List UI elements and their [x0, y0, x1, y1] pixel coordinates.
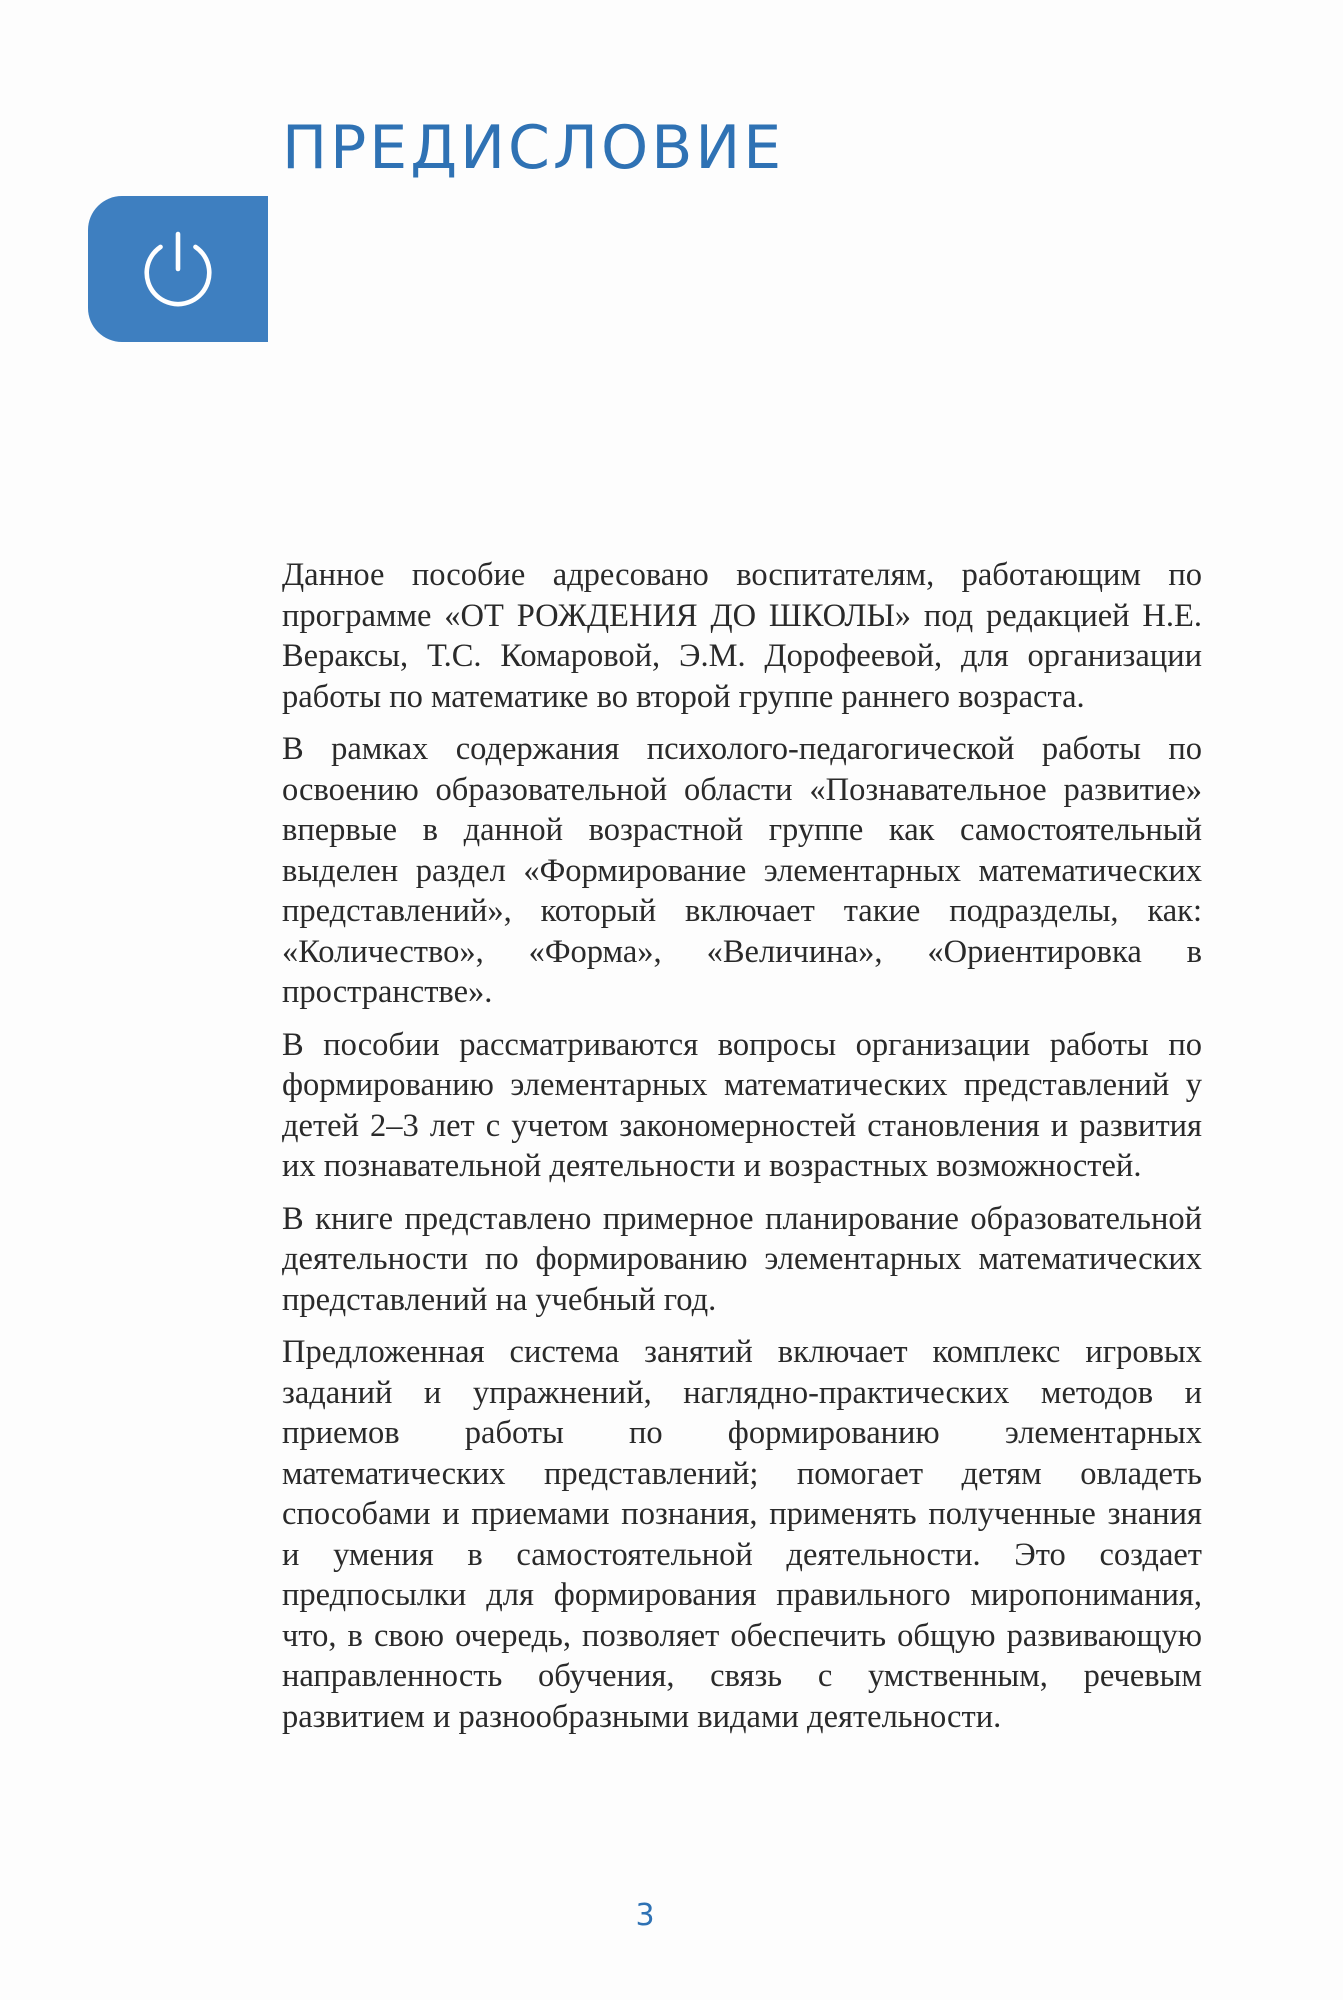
chapter-badge: [88, 196, 268, 342]
power-icon: [132, 223, 224, 315]
body-text: [282, 555, 1202, 1749]
paragraph-3: В пособии рассматриваются вопросы организации работы по формированию элементарных математических представлений у детей 2–3 лет с учетом закономерностей становления и развития их познавательной деятельности и возрастных возможностей.: [282, 1026, 1202, 1184]
paragraph-2: В рамках содержания психолого-педагогической работы по освоению образовательной области «Познавательное развитие» впервые в данной возрастной группе как самостоятельный выделен раздел «Формирование элементарных математических представлений», который включает такие подразделы, как: «Количество», «Форма», «Величина», «Ориентировка в пространстве».: [282, 731, 1202, 1010]
paragraph-4: В книге представлено примерное планирование образовательной деятельности по формированию элементарных математических представлений на учебный год.: [282, 1200, 1202, 1318]
page-title: ПРЕДИСЛОВИЕ: [282, 113, 785, 183]
paragraph-1: Данное пособие адресовано воспитателям, работающим по программе «ОТ РОЖДЕНИЯ ДО ШКОЛЫ» под редакцией Н.Е. Вераксы, Т.С. Комаровой, Э.М. Дорофеевой, для организации работы по математике во второй группе раннего возраста.: [282, 557, 1202, 715]
paragraph-5: Предложенная система занятий включает комплекс игровых заданий и упражнений, наглядно-практических методов и приемов работы по формированию элементарных математических представлений; помогает детям овладеть способами и приемами познания, применять полученные знания и умения в самостоятельной деятельности. Это создает предпосылки для формирования правильного миропонимания, что, в свою очередь, позволяет обеспечить общую развивающую направленность обучения, связь с умственным, речевым развитием и разнообразными видами деятельности.: [282, 1334, 1202, 1735]
page-number: 3: [635, 1898, 655, 1933]
